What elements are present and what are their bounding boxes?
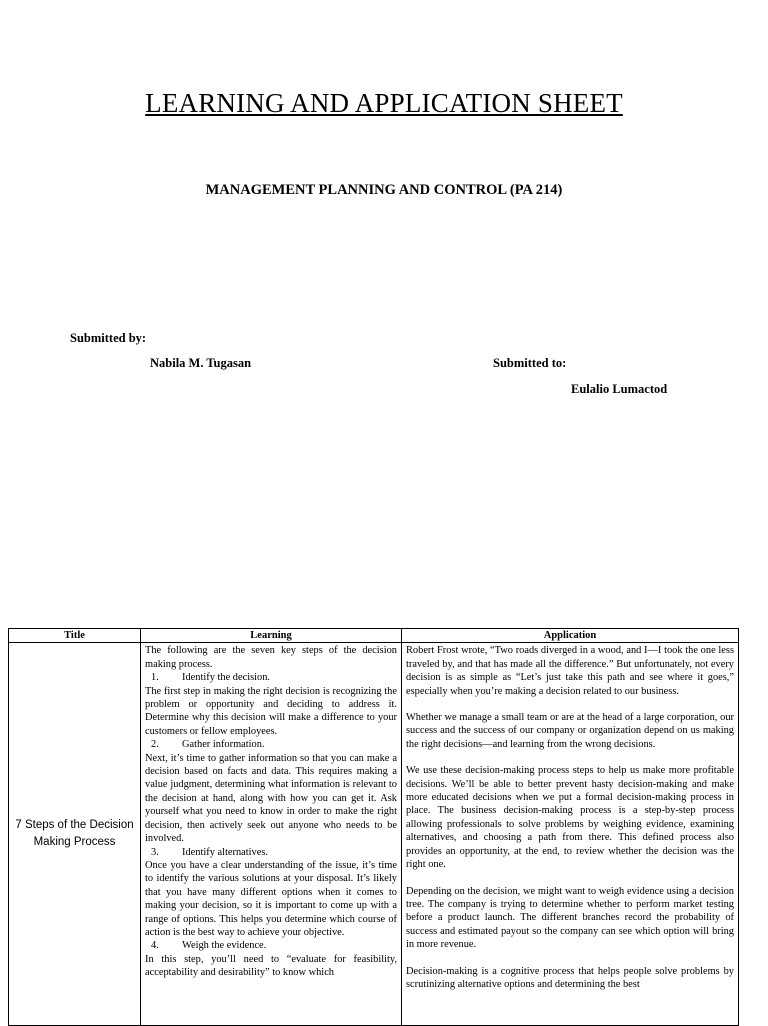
- step-3-heading: [145, 846, 397, 859]
- step-title: Weigh the evidence.: [182, 940, 267, 952]
- application-cell: [402, 643, 739, 1026]
- step-number: 2.: [151, 739, 159, 751]
- application-paragraph: Robert Frost wrote, “Two roads diverged in a wood, and I—I took the one less traveled by, and that has made all the difference.” But unfortunately, not every decision is as simple as “Let’s just take this path and see where it goes,” especially when you’re making a decision related to our business.: [406, 645, 734, 697]
- submitted-to-name: Eulalio Lumactod: [571, 382, 668, 396]
- step-4-heading: [145, 939, 397, 952]
- step-4-text: In this step, you’ll need to “evaluate for feasibility, acceptability and desirability” to know which: [145, 953, 397, 979]
- submitted-by-name: Nabila M. Tugasan: [150, 356, 252, 370]
- step-title: Gather information.: [182, 739, 265, 751]
- learning-intro: The following are the seven key steps of the decision making process.: [145, 645, 397, 670]
- step-3-text: Once you have a clear understanding of the issue, it’s time to identify the various solutions at your disposal. It’s likely that you have many different options when it comes to making your decision, so it is important to come up with a range of options. This helps you determine which course of action is the best way to achieve your objective.: [145, 859, 397, 938]
- table-row: [9, 643, 739, 1026]
- submitted-by-label: Submitted by:: [70, 331, 147, 345]
- step-title: Identify alternatives.: [182, 846, 268, 858]
- course-subtitle: MANAGEMENT PLANNING AND CONTROL (PA 214): [205, 182, 563, 198]
- application-paragraph: We use these decision-making process steps to help us make more profitable decisions. We’ll be able to better prevent hasty decision-making and make more educated decisions when we put a formal decision-making process in place. The business decision-making process is a step-by-step process allowing professionals to solve problems by weighing evidence, examining alternatives, and choosing a path from there. This defined process also provides an opportunity, at the end, to review whether the decision was the right one.: [406, 765, 734, 871]
- step-title: Identify the decision.: [182, 672, 271, 684]
- header-application: Application: [402, 629, 739, 643]
- header-learning: Learning: [141, 629, 402, 643]
- step-number: 4.: [151, 940, 159, 952]
- learning-content: [145, 644, 397, 1025]
- row-title-cell: [9, 643, 141, 1026]
- application-paragraph: Depending on the decision, we might want to weigh evidence using a decision tree. The company is trying to determine whether to perform market testing before a product launch. The different branches record the probability of success and estimated payout so the company can see which option will bring in more revenue.: [406, 885, 734, 951]
- submitted-to-label: Submitted to:: [493, 356, 567, 370]
- learning-application-table: [8, 628, 739, 1026]
- step-1-heading: [145, 671, 397, 684]
- table-header-row: [9, 629, 739, 643]
- step-number: 3.: [151, 846, 159, 858]
- step-2-text: Next, it’s time to gather information so that you can make a decision based on facts and data. This requires making a value judgment, determining what information is relevant to the decision at hand, along with how you can get it. Ask yourself what you need to know in order to make the right decision, then actively seek out anyone who needs to be involved.: [145, 752, 397, 845]
- document-title: LEARNING AND APPLICATION SHEET: [145, 88, 623, 118]
- step-2-heading: [145, 738, 397, 751]
- application-content: [406, 644, 734, 1025]
- application-paragraph: Whether we manage a small team or are at the head of a large corporation, our success and the success of our company or organization depend on us making the right decisions—and learning from the wrong decisions.: [406, 712, 734, 750]
- header-title: Title: [9, 629, 141, 643]
- learning-cell: [141, 643, 402, 1026]
- application-paragraph: Decision-making is a cognitive process that helps people solve problems by scrutinizing alternative options and determining the best: [406, 965, 734, 990]
- step-number: 1.: [151, 672, 159, 684]
- row-title: 7 Steps of the Decision Making Process: [15, 819, 134, 849]
- step-1-text: The first step in making the right decision is recognizing the problem or opportunity and deciding to address it. Determine why this decision will make a difference to your customers or fellow employees.: [145, 685, 397, 737]
